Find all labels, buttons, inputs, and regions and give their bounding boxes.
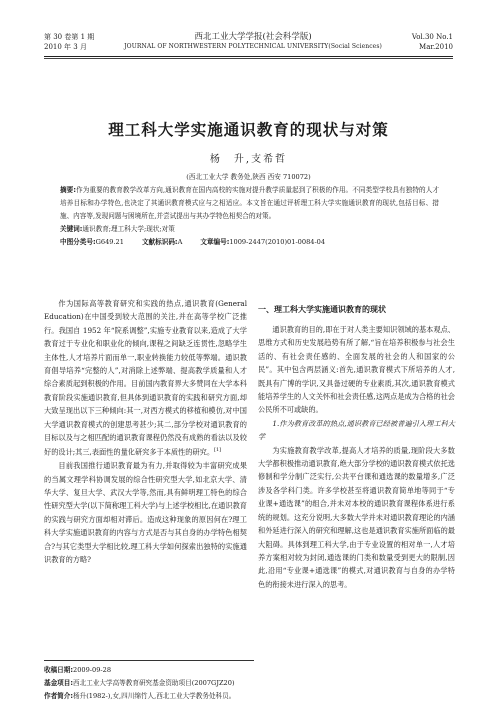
classification-line xyxy=(60,236,439,249)
article-title: 理工科大学实施通识教育的现状与对策 xyxy=(108,121,389,139)
received-label: 收稿日期: xyxy=(44,666,74,674)
keywords-label: 关键词: xyxy=(60,225,83,234)
header-center xyxy=(94,32,412,52)
footnote-block xyxy=(44,660,294,703)
header-rule xyxy=(44,56,453,57)
doc-label: 文献标识码: xyxy=(141,238,178,247)
author-names: 杨 升,支希哲 xyxy=(209,154,288,165)
header-rule-thin xyxy=(44,58,453,59)
volume-issue-en: Vol.30 No.1 xyxy=(411,33,453,41)
clc-label: 中图分类号: xyxy=(60,238,96,247)
section-heading: 一、理工科大学实施通识教育的现状 xyxy=(258,305,386,314)
received-value: 2009-09-28 xyxy=(73,666,112,674)
author-bio-value: 杨升(1982-),女,四川绵竹人,西北工业大学教务处科员。 xyxy=(73,692,236,700)
author-affiliation: (西北工业大学 教务处,陕西 西安 710072) xyxy=(186,173,311,181)
paragraph-current-status: 目前我国推行通识教育最为有力,并取得较为丰富研究成果的当属文理学科协调发展的综合性研究型大学,如北京大学、清华大学、复旦大学、武汉大学等,然而,具有鲜明理工特色的综合性研究型大学(以下简称理工科大学)与上述学校相比,在通识教育的实践与研究方面却相对滞后。造成这种现象的原因何在?理工科大学实施通识教育的内容与方式是否与其自身的办学特色相契合?与其它类型大学相比较,理工科大学如何探索出独特的实施通识教育的方略? xyxy=(44,461,247,565)
issue-date-en: Mar.2010 xyxy=(419,43,453,51)
body-column-left xyxy=(44,297,247,567)
document-code xyxy=(142,236,182,249)
fund-value: 西北工业大学高等教育研究基金资助项目(2007GJZ20) xyxy=(73,679,235,687)
abstract-text: 作为重要的教育教学改革方向,通识教育在国内高校的实施对提升教学质量起到了积极的作用。不同类型学校具有独特的人才培养目标和办学特色,也决定了其通识教育模式应与之相适应。本文旨在通过评析理工科大学实施通识教育的现状,包括目标、措施、内容等,发现问题与困境所在,并尝试提出与其办学特色相契合的对策。 xyxy=(60,186,440,221)
volume-issue: 第 30 卷第 1 期 xyxy=(44,33,95,41)
fund-label: 基金项目: xyxy=(44,679,74,687)
abstract xyxy=(60,184,439,223)
journal-name-en: JOURNAL OF NORTHWESTERN POLYTECHNICAL UNIVERSITY(Social Sciences) xyxy=(124,43,382,50)
keywords xyxy=(60,223,439,236)
journal-name-cn: 西北工业大学学报(社会科学版) xyxy=(194,32,312,42)
fund-project xyxy=(44,677,294,690)
issue-date: 2010 年 3 月 xyxy=(44,43,87,51)
header-right xyxy=(412,32,453,52)
article-number xyxy=(200,236,325,249)
paragraph-purpose: 通识教育的目的,即在于对人类主要知识领域的基本观点、思维方式和历史发展趋势有所了解,“旨在培养积极参与社会生活的、有社会责任感的、全面发展的社会的人和国家的公民”。其中包含两层涵义:首先,通识教育模式下所培养的人才,既具有广博的学识,又具备过硬的专业素质,其次,通识教育模式能培养学生的人文关怀和社会责任感,这两点是成为合格的社会公民所不可或缺的。 xyxy=(258,325,455,415)
doc-value: A xyxy=(177,238,183,247)
paragraph-intro-text: 作为国际高等教育研究和实践的热点,通识教育(General Education)在中国受到较大范围的关注,并在高等学校广泛推行。我国自 1952 年“院系调整”,实施专业教育以来,造成了大学教育过于专业化和职业化的倾向,课程之间缺乏连贯性,忽略学生主体性,人才培养片面而单一,职业转换能力较低等弊端。通识教育倡导培养“完整的人”,对消除上述弊端、提高教学质量和人才综合素质起到积极的作用。目前国内教育界大多赞同在大学本科教育阶段实施通识教育,但具体到通识教育的实践和研究方面,却大致呈现出以下三种倾向:其一,对西方模式的移植和模仿,对中国大学通识教育模式的创建思考甚少;其二,部分学校对通识教育的目标以及与之相匹配的通识教育课程仍然没有成熟的看法以及较好的设计;其三,表面性的量化研究多于本质性的研究。 xyxy=(44,299,247,457)
art-value: 1009-2447(2010)01-0084-04 xyxy=(229,238,326,247)
clc-code xyxy=(60,236,124,249)
art-label: 文章编号: xyxy=(200,238,230,247)
author-bio-label: 作者简介: xyxy=(44,692,74,700)
citation-ref: [1] xyxy=(214,447,222,454)
body-column-right xyxy=(258,303,455,591)
footnote-rule xyxy=(44,660,254,661)
author-bio xyxy=(44,690,294,703)
keywords-text: 通识教育;理工科大学;现状;对策 xyxy=(82,225,175,234)
running-header xyxy=(44,32,453,72)
received-date xyxy=(44,664,294,677)
clc-value: G649.21 xyxy=(95,238,124,247)
paragraph-reform: 为实施教育教学改革,提高人才培养的质量,现阶段大多数大学都积极推动通识教育,绝大部分学校的通识教育模式依托选修制和学分制广泛实行,公共平台课和通选课的数量增多,广泛涉及各学科门类。许多学校甚至将通识教育简单地等同于“专业课+通选课”的组合,并未对本校的通识教育课程体系进行系统的规划。这充分说明,大多数大学并未对通识教育理论的内涵和外延进行深入的研究和理解,这也是通识教育实施所面临的最大阻碍。具体到理工科大学,由于专业设置的相对单一,人才培养方案相对较为封闭,通选课的门类和数量受到更大的限制,因此,沿用“专业课+通选课”的模式,对通识教育与自身的办学特色的衔接未进行深入的思考。 xyxy=(258,445,455,589)
paragraph-intro xyxy=(44,297,247,459)
header-left xyxy=(44,32,94,52)
abstract-block xyxy=(60,184,439,249)
subsection-heading: 1.作为教育改革的热点,通识教育已经被普遍引入理工科大学 xyxy=(258,418,455,442)
abstract-label: 摘要: xyxy=(60,186,77,194)
